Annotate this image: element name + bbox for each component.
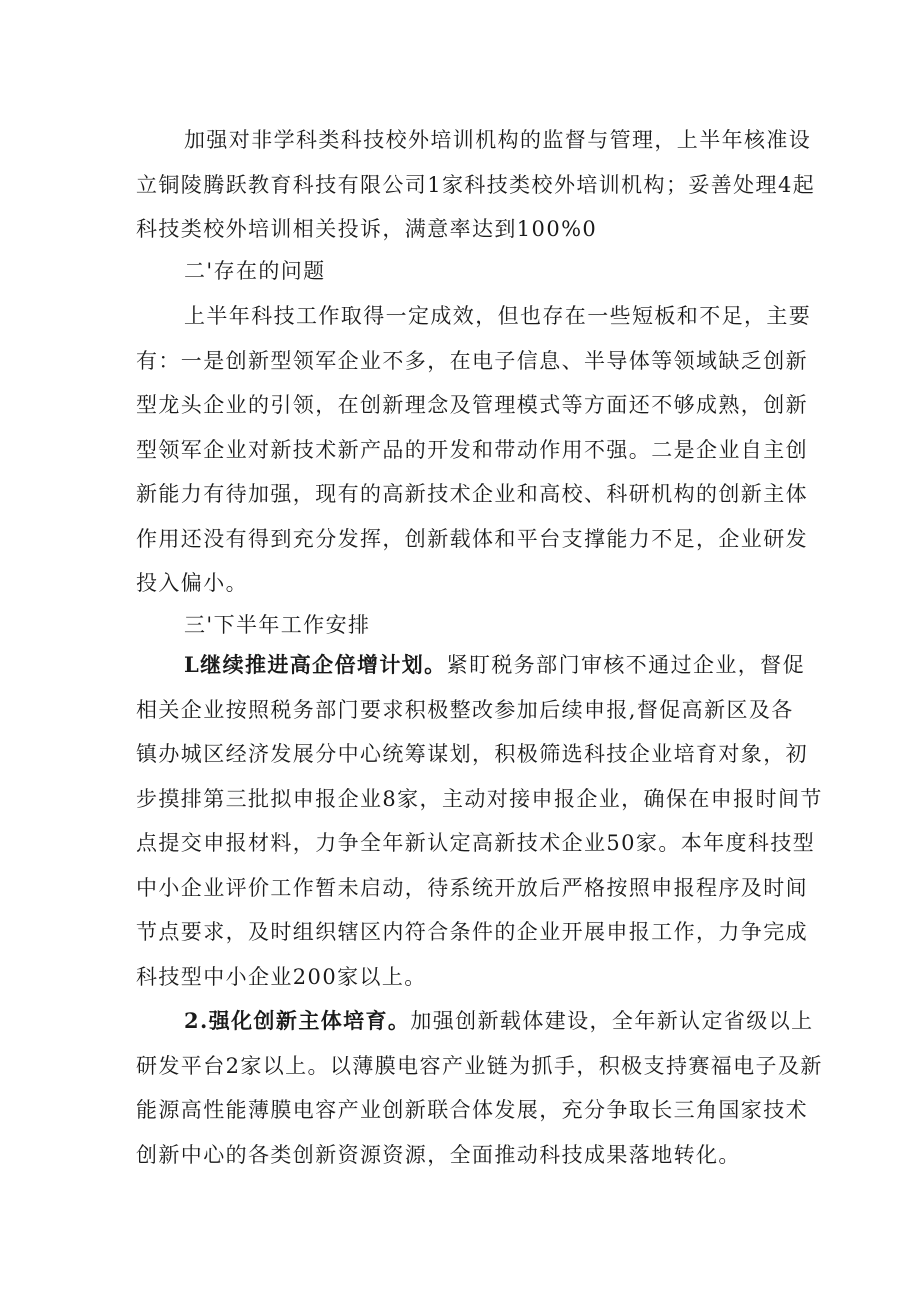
text-line: 相关企业按照税务部门要求积极整改参加后续申报,督促高新区及各: [136, 697, 794, 722]
text-line: 步摸排第三批拟申报企业8家，主动对接申报企业，确保在申报时间节: [136, 786, 823, 811]
text-line-first: [136, 999, 814, 1044]
text-line: 型龙头企业的引领，在创新理念及管理模式等方面还不够成熟，创新: [136, 393, 808, 417]
paragraph-problems: [136, 294, 812, 606]
section-heading-problems: 二'存在的问题: [184, 259, 326, 283]
paragraph-supervision: [136, 118, 816, 252]
text-line: 镇办城区经济发展分中心统筹谋划，积极筛选科技企业培育对象，初: [136, 742, 808, 766]
text-line: 有：一是创新型领军企业不多，在电子信息、半导体等领域缺乏创新: [136, 348, 808, 373]
text-line: 节点要求，及时组织辖区内符合条件的企业开展申报工作，力争完成: [136, 920, 808, 944]
text-line: 创新中心的各类创新资源资源，全面推动科技成果落地转化。: [136, 1142, 741, 1167]
text-line: 立铜陵腾跃教育科技有限公司1家科技类校外培训机构；妥善处理4起: [136, 172, 816, 197]
text-line: 加强对非学科类科技校外培训机构的监督与管理，上半年核准设: [184, 128, 812, 152]
text-line: 型领军企业对新技术新产品的开发和带动作用不强。二是企业自主创: [136, 437, 808, 462]
text-line: 点提交申报材料，力争全年新认定高新技术企业50家。本年度科技型: [136, 831, 816, 855]
text-line: 研发平台2家以上。以薄膜电容产业链为抓手，积极支持赛福电子及新: [136, 1053, 823, 1078]
text-line: 科技型中小企业200家以上。: [136, 964, 427, 989]
text-span: 紧盯税务部门审核不通过企业，督促: [446, 653, 805, 677]
section-heading-plan: 三'下半年工作安排: [184, 613, 371, 637]
item-title-bold: 2.强化创新主体培育。: [184, 1008, 411, 1033]
text-line: 能源高性能薄膜电容产业创新联合体发展，充分争取长三角国家技术: [136, 1098, 808, 1122]
text-line: 中小企业评价工作暂未启动，待系统开放后严格按照申报程序及时间: [136, 875, 808, 900]
text-line: 科技类校外培训相关投诉，满意率达到100%0: [136, 217, 598, 241]
paragraph-high-tech-plan: [136, 643, 823, 999]
text-line: 上半年科技工作取得一定成效，但也存在一些短板和不足，主要: [184, 304, 812, 328]
text-line: 新能力有待加强，现有的高新技术企业和高校、科研机构的创新主体: [136, 482, 808, 506]
item-title-bold: L继续推进高企倍增计划。: [184, 652, 447, 677]
paragraph-innovation: [136, 999, 823, 1177]
text-line-first: [136, 643, 805, 688]
text-line: 作用还没有得到充分发挥，创新载体和平台支撑能力不足，企业研发: [136, 526, 808, 551]
text-line: 投入偏小。: [136, 571, 248, 595]
text-span: 加强创新载体建设，全年新认定省级以上: [410, 1009, 814, 1033]
